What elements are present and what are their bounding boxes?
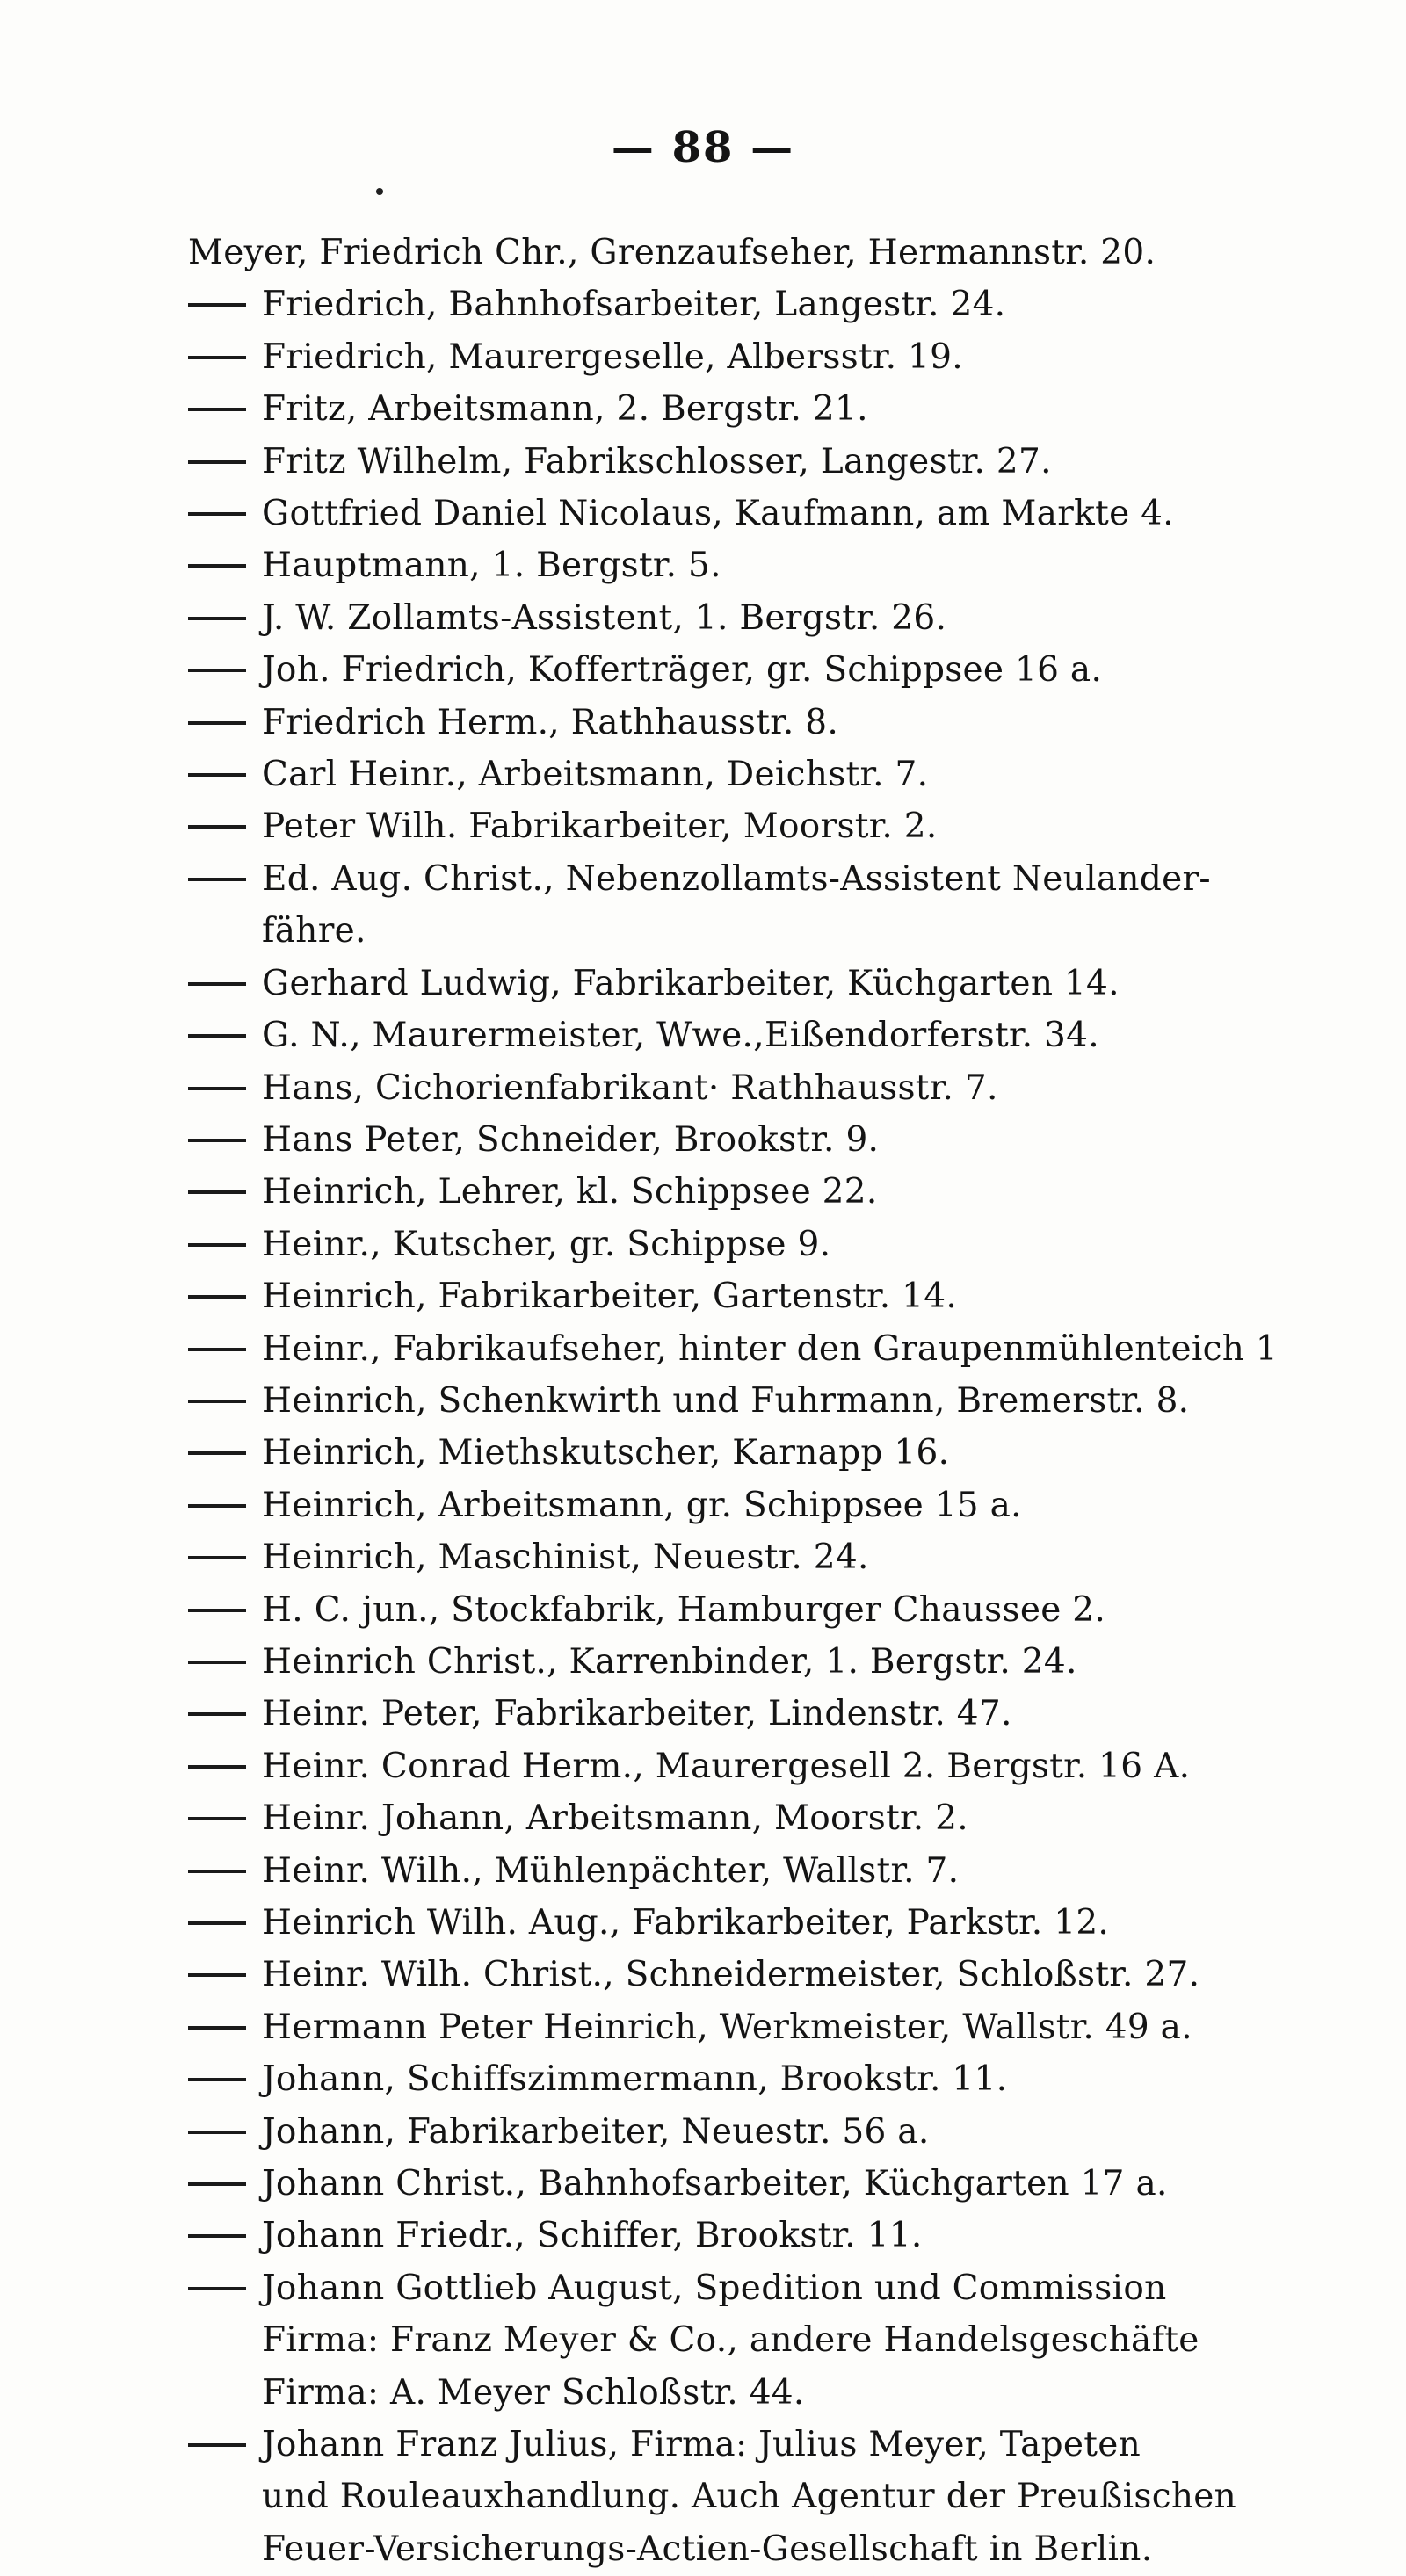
ditto-dash bbox=[188, 1451, 246, 1455]
ditto-dash bbox=[188, 1348, 246, 1351]
ditto-dash bbox=[188, 1712, 246, 1716]
ditto-dash bbox=[188, 982, 246, 986]
ditto-dash bbox=[188, 1921, 246, 1925]
entry-text: Johann, Schiffszimmermann, Brookstr. 11. bbox=[262, 2059, 1008, 2100]
ditto-dash bbox=[188, 2131, 246, 2134]
ink-dot bbox=[376, 188, 383, 195]
directory-entry bbox=[188, 539, 1313, 591]
ditto-dash bbox=[188, 1556, 246, 1559]
directory-entry bbox=[188, 644, 1313, 696]
directory-entry bbox=[188, 2053, 1313, 2105]
entry-text: Fritz, Arbeitsmann, 2. Bergstr. 21. bbox=[262, 389, 868, 430]
page-number: — 88 — bbox=[611, 123, 795, 172]
directory-entry bbox=[188, 2419, 1313, 2575]
directory-entry bbox=[188, 1375, 1313, 1427]
ditto-dash bbox=[188, 617, 246, 620]
directory-entry bbox=[188, 2106, 1313, 2158]
entry-text: J. W. Zollamts-Assistent, 1. Bergstr. 26. bbox=[262, 597, 947, 638]
directory-entry bbox=[188, 488, 1313, 539]
ditto-dash bbox=[188, 564, 246, 568]
directory-entry bbox=[188, 436, 1313, 488]
entry-text: Hans, Cichorienfabrikant· Rathhausstr. 7. bbox=[262, 1067, 998, 1108]
ditto-dash bbox=[188, 1609, 246, 1612]
directory-entry bbox=[188, 1897, 1313, 1949]
ditto-dash bbox=[188, 1765, 246, 1769]
entry-text: Heinr., Fabrikaufseher, hinter den Graupenmühlenteich 1 bbox=[262, 1328, 1279, 1369]
entry-text: Johann Franz Julius, Firma: Julius Meyer, Tapeten bbox=[262, 2425, 1141, 2465]
entry-continuation: fähre. bbox=[262, 911, 366, 952]
entry-text: Hauptmann, 1. Bergstr. 5. bbox=[262, 546, 721, 586]
entry-text: Fritz Wilhelm, Fabrikschlosser, Langestr. 27. bbox=[262, 441, 1052, 481]
entry-text: Heinrich, Arbeitsmann, gr. Schippsee 15 a. bbox=[262, 1485, 1022, 1525]
ditto-dash bbox=[188, 1817, 246, 1820]
ditto-dash bbox=[188, 303, 246, 307]
directory-entry bbox=[188, 1740, 1313, 1792]
directory-entry bbox=[188, 1636, 1313, 1688]
ditto-dash bbox=[188, 1190, 246, 1194]
ditto-dash bbox=[188, 825, 246, 829]
entry-text: Heinr. Conrad Herm., Maurergesell 2. Bergstr. 16 A. bbox=[262, 1746, 1191, 1786]
entry-text: Heinr. Wilh. Christ., Schneidermeister, Schloßstr. 27. bbox=[262, 1955, 1200, 1995]
entry-text: Hans Peter, Schneider, Brookstr. 9. bbox=[262, 1119, 880, 1160]
directory-entry bbox=[188, 331, 1313, 383]
directory-entry bbox=[188, 1792, 1313, 1844]
directory-entry bbox=[188, 1062, 1313, 1114]
entry-text: Heinrich, Fabrikarbeiter, Gartenstr. 14. bbox=[262, 1277, 958, 1317]
ditto-dash bbox=[188, 669, 246, 672]
directory-entry bbox=[188, 697, 1313, 749]
ditto-dash bbox=[188, 1087, 246, 1090]
entry-text: Johann Christ., Bahnhofsarbeiter, Küchgarten 17 a. bbox=[262, 2164, 1168, 2204]
ditto-dash bbox=[188, 1243, 246, 1247]
ditto-dash bbox=[188, 2182, 246, 2186]
directory-entry bbox=[188, 853, 1313, 958]
entry-text: H. C. jun., Stockfabrik, Hamburger Chaussee 2. bbox=[262, 1589, 1106, 1630]
ditto-dash bbox=[188, 2234, 246, 2238]
ditto-dash bbox=[188, 2443, 246, 2447]
ditto-dash bbox=[188, 2287, 246, 2290]
ditto-dash bbox=[188, 1139, 246, 1142]
ditto-dash bbox=[188, 512, 246, 516]
entry-continuation: und Rouleauxhandlung. Auch Agentur der Preußischen bbox=[262, 2477, 1237, 2517]
entry-text: Johann, Fabrikarbeiter, Neuestr. 56 a. bbox=[262, 2111, 930, 2152]
entry-text: Heinrich, Maschinist, Neuestr. 24. bbox=[262, 1538, 869, 1578]
entry-text: Heinrich Wilh. Aug., Fabrikarbeiter, Parkstr. 12. bbox=[262, 1903, 1110, 1943]
entry-text: Johann Gottlieb August, Spedition und Commission bbox=[262, 2268, 1167, 2308]
entry-text: Heinrich, Miethskutscher, Karnapp 16. bbox=[262, 1433, 950, 1473]
entry-text: Peter Wilh. Fabrikarbeiter, Moorstr. 2. bbox=[262, 807, 938, 847]
ditto-dash bbox=[188, 1661, 246, 1664]
directory-entry bbox=[188, 1584, 1313, 1636]
entry-text: G. N., Maurermeister, Wwe.,Eißendorferstr. 34. bbox=[262, 1016, 1099, 1056]
directory-entry bbox=[188, 592, 1313, 644]
entry-text: Carl Heinr., Arbeitsmann, Deichstr. 7. bbox=[262, 755, 929, 795]
entry-text: Friedrich, Bahnhofsarbeiter, Langestr. 24. bbox=[262, 285, 1006, 325]
ditto-dash bbox=[188, 1295, 246, 1299]
ditto-dash bbox=[188, 773, 246, 777]
entry-text: Heinr. Peter, Fabrikarbeiter, Lindenstr. 47. bbox=[262, 1694, 1012, 1734]
ditto-dash bbox=[188, 2078, 246, 2081]
directory-entry bbox=[188, 1845, 1313, 1897]
ditto-dash bbox=[188, 1400, 246, 1403]
directory-entry bbox=[188, 958, 1313, 1009]
ditto-dash bbox=[188, 878, 246, 881]
directory-entry bbox=[188, 1480, 1313, 1531]
ditto-dash bbox=[188, 1504, 246, 1508]
entry-text: Heinrich Christ., Karrenbinder, 1. Bergstr. 24. bbox=[262, 1641, 1077, 1682]
directory-entry bbox=[188, 1427, 1313, 1479]
directory-entry bbox=[188, 227, 1313, 279]
entry-text: Heinr., Kutscher, gr. Schippse 9. bbox=[262, 1224, 831, 1264]
ditto-dash bbox=[188, 721, 246, 725]
directory-entry bbox=[188, 1270, 1313, 1322]
entry-text: Hermann Peter Heinrich, Werkmeister, Wallstr. 49 a. bbox=[262, 2007, 1192, 2047]
directory-entry bbox=[188, 279, 1313, 330]
entry-text: Heinr. Johann, Arbeitsmann, Moorstr. 2. bbox=[262, 1798, 968, 1839]
ditto-dash bbox=[188, 356, 246, 359]
entry-text: Gottfried Daniel Nicolaus, Kaufmann, am Markte 4. bbox=[262, 494, 1174, 534]
entry-text: Heinrich, Schenkwirth und Fuhrmann, Bremerstr. 8. bbox=[262, 1380, 1190, 1421]
entry-text: Friedrich, Maurergeselle, Albersstr. 19. bbox=[262, 336, 963, 377]
directory-entry bbox=[188, 1009, 1313, 1061]
directory-entry bbox=[188, 2001, 1313, 2053]
directory-entry bbox=[188, 1166, 1313, 1218]
directory-entries bbox=[188, 227, 1313, 2575]
entry-text: Johann Friedr., Schiffer, Brookstr. 11. bbox=[262, 2216, 923, 2256]
entry-text: Friedrich Herm., Rathhausstr. 8. bbox=[262, 702, 839, 742]
directory-entry bbox=[188, 2158, 1313, 2210]
entry-continuation: Firma: A. Meyer Schloßstr. 44. bbox=[262, 2372, 805, 2413]
entry-text: Gerhard Ludwig, Fabrikarbeiter, Küchgarten 14. bbox=[262, 963, 1120, 1003]
ditto-dash bbox=[188, 408, 246, 411]
ditto-dash bbox=[188, 2026, 246, 2030]
directory-entry bbox=[188, 2210, 1313, 2261]
ditto-dash bbox=[188, 1034, 246, 1038]
directory-entry bbox=[188, 2262, 1313, 2419]
entry-text: Joh. Friedrich, Kofferträger, gr. Schippsee 16 a. bbox=[262, 650, 1103, 691]
ditto-dash bbox=[188, 1870, 246, 1873]
directory-entry bbox=[188, 383, 1313, 435]
entry-text: Heinr. Wilh., Mühlenpächter, Wallstr. 7. bbox=[262, 1850, 960, 1891]
entry-text: Heinrich, Lehrer, kl. Schippsee 22. bbox=[262, 1172, 878, 1212]
directory-entry bbox=[188, 1114, 1313, 1166]
directory-entry bbox=[188, 800, 1313, 852]
directory-entry bbox=[188, 1688, 1313, 1740]
directory-entry bbox=[188, 1949, 1313, 2001]
directory-entry bbox=[188, 1531, 1313, 1583]
entry-continuation: Firma: Franz Meyer & Co., andere Handelsgeschäfte bbox=[262, 2320, 1199, 2361]
ditto-dash bbox=[188, 460, 246, 464]
directory-entry bbox=[188, 1219, 1313, 1270]
directory-entry bbox=[188, 1323, 1313, 1375]
entry-text: Meyer, Friedrich Chr., Grenzaufseher, Hermannstr. 20. bbox=[188, 233, 1156, 272]
entry-continuation: Feuer-Versicherungs-Actien-Gesellschaft in Berlin. bbox=[262, 2529, 1153, 2569]
directory-entry bbox=[188, 749, 1313, 800]
ditto-dash bbox=[188, 1973, 246, 1977]
entry-text: Ed. Aug. Christ., Nebenzollamts-Assistent Neulander- bbox=[262, 858, 1211, 899]
